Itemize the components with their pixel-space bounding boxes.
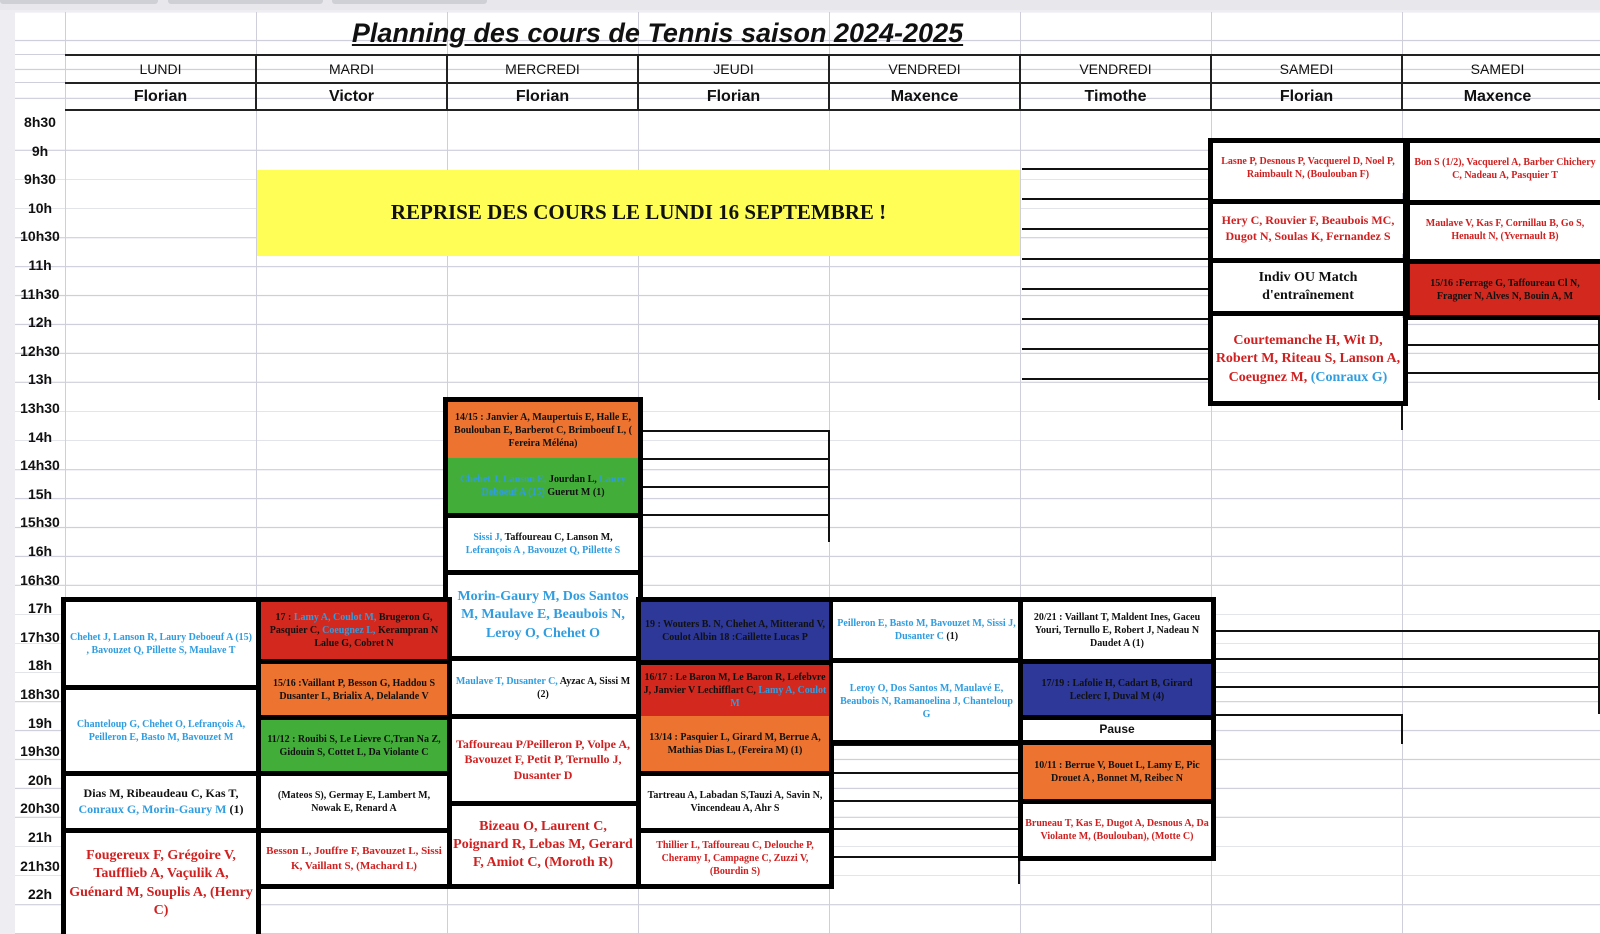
reprise-banner: REPRISE DES COURS LE LUNDI 16 SEPTEMBRE ! bbox=[257, 170, 1020, 256]
empty-slot bbox=[1022, 378, 1211, 400]
time-label: 10h30 bbox=[20, 228, 60, 245]
time-label: 21h30 bbox=[20, 857, 60, 874]
time-label: 12h bbox=[27, 314, 53, 331]
lesson-slot[interactable]: 15/16 :Vaillant P, Besson G, Haddou S Dusanter L, Brialix A, Delalande V bbox=[261, 659, 447, 715]
empty-slot bbox=[1022, 288, 1211, 318]
lesson-slot[interactable]: Fougereux F, Grégoire V, Taufflieb A, Vaçulik A, Guénard M, Souplis A, (Henry C) bbox=[66, 828, 256, 934]
lesson-slot[interactable]: Besson L, Jouffre F, Bavouzet L, Sissi K, Vaillant S, (Machard L) bbox=[261, 828, 447, 884]
day-header: SAMEDI bbox=[1470, 61, 1525, 77]
lesson-slot[interactable]: Sissi J, Taffoureau C, Lanson M, Lefrançois A , Bavouzet Q, Pillette S bbox=[448, 513, 638, 570]
lesson-slot[interactable]: 17/19 : Lafolie H, Cadart B, Girard Leclerc I, Duval M (4) bbox=[1023, 659, 1211, 715]
lesson-slot[interactable]: Leroy O, Dos Santos M, Maulavé E, Beaubois N, Ramanoelina J, Chanteloup G bbox=[833, 658, 1020, 740]
time-label: 17h30 bbox=[20, 628, 60, 645]
lesson-slot[interactable]: Peilleron E, Basto M, Bavouzet M, Sissi J, Dusanter C (1) bbox=[833, 602, 1020, 658]
lesson-slot[interactable]: 15/16 :Ferrage G, Taffoureau Cl N, Fragner N, Alves N, Bouin A, M bbox=[1410, 259, 1600, 315]
day-header: SAMEDI bbox=[1279, 61, 1334, 77]
empty-slot bbox=[832, 800, 1020, 828]
time-label: 18h bbox=[27, 657, 53, 674]
empty-slot bbox=[640, 430, 830, 458]
lesson-slot[interactable]: Tartreau A, Labadan S,Tauzi A, Savin N, Vincendeau A, Ahr S bbox=[641, 771, 829, 828]
tab-stub[interactable] bbox=[168, 0, 323, 4]
day-header: VENDREDI bbox=[1079, 61, 1152, 77]
time-label: 8h30 bbox=[24, 114, 56, 130]
lesson-slot[interactable]: 14/15 : Janvier A, Maupertuis E, Halle E, Boulouban E, Barberot C, Brimboeuf L, ( Fereira Méléna) bbox=[448, 402, 638, 458]
lesson-slot[interactable]: Dias M, Ribeaudeau C, Kas T, Conraux G, Morin-Gaury M (1) bbox=[66, 771, 256, 828]
lesson-slot[interactable]: Chehet J, Lanson E, Jourdan L, Laury Deboeuf A (15) Guerut M (1) bbox=[448, 458, 638, 513]
time-label: 20h bbox=[27, 771, 53, 788]
lesson-slot[interactable]: 19 : Wouters B. N, Chehet A, Mitterand V, Coulot Albin 18 :Caillette Lucas P bbox=[641, 602, 829, 660]
empty-slot bbox=[1213, 404, 1403, 430]
page-title: Planning des cours de Tennis saison 2024-2025 bbox=[351, 18, 964, 48]
time-label: 17h bbox=[27, 600, 53, 617]
time-label: 20h30 bbox=[20, 800, 60, 817]
lesson-slot[interactable]: Morin-Gaury M, Dos Santos M, Maulave E, Beaubois N, Leroy O, Chehet O bbox=[448, 570, 638, 656]
time-label: 9h bbox=[31, 142, 49, 159]
lesson-slot[interactable]: 13/14 : Pasquier L, Girard M, Berrue A, Mathias Dias L, (Fereira M) (1) bbox=[641, 716, 829, 771]
lesson-slot[interactable]: 10/11 : Berrue V, Bouet L, Lamy E, Pic Drouet A , Bonnet M, Reibec N bbox=[1023, 745, 1211, 799]
coach-header: Florian bbox=[706, 88, 761, 105]
time-label: 21h bbox=[27, 829, 53, 845]
time-label: 14h30 bbox=[20, 457, 60, 474]
indiv-slot[interactable]: Indiv OU Match d'entraînement bbox=[1213, 258, 1403, 316]
day-header: MERCREDI bbox=[505, 61, 580, 77]
lesson-slot[interactable]: Bizeau O, Laurent C, Poignard R, Lebas M, Gerard F, Amiot C, (Moroth R) bbox=[448, 801, 638, 884]
empty-slot bbox=[1022, 228, 1211, 258]
empty-slot bbox=[1022, 168, 1211, 198]
time-label: 12h30 bbox=[20, 342, 60, 359]
tab-stub[interactable] bbox=[0, 0, 158, 4]
lesson-slot[interactable]: Bruneau T, Kas E, Dugot A, Desnous A, Da Violante M, (Boulouban), (Motte C) bbox=[1023, 799, 1211, 856]
time-label: 19h30 bbox=[20, 743, 60, 760]
lesson-slot[interactable]: Taffoureau P/Peilleron P, Volpe A, Bavouzet F, Petit P, Ternullo J, Dusanter D bbox=[448, 714, 638, 801]
coach-header: Florian bbox=[515, 88, 570, 105]
coach-header: Maxence bbox=[1463, 88, 1532, 105]
lesson-slot[interactable]: 11/12 : Rouibi S, Le Lievre C,Tran Na Z, Gidouin S, Cottet L, Da Violante C bbox=[261, 715, 447, 771]
empty-slot bbox=[1022, 348, 1211, 378]
time-label: 22h bbox=[27, 886, 53, 903]
day-header: JEUDI bbox=[713, 61, 754, 77]
lesson-slot[interactable]: Chehet J, Lanson R, Laury Deboeuf A (15) , Bavouzet Q, Pillette S, Maulave T bbox=[66, 602, 256, 685]
lesson-slot[interactable]: Bon S (1/2), Vacquerel A, Barber Chichery C, Nadeau A, Pasquier T bbox=[1410, 143, 1600, 195]
coach-header: Florian bbox=[1279, 88, 1334, 105]
pause-slot: Pause bbox=[1023, 715, 1211, 745]
lesson-slot[interactable]: Courtemanche H, Wit D, Robert M, Riteau S, Lanson A, Coeugnez M, (Conraux G) bbox=[1213, 318, 1403, 401]
empty-slot bbox=[640, 514, 830, 542]
lesson-slot[interactable]: 16/17 : Le Baron M, Le Baron R, Lefebvre J, Janvier V Lechifflart C, Lamy A, Coulot M bbox=[641, 660, 829, 716]
empty-slot bbox=[1022, 318, 1211, 348]
coach-header: Victor bbox=[328, 88, 375, 105]
time-label: 10h bbox=[27, 199, 53, 216]
empty-slot bbox=[832, 744, 1020, 772]
lesson-slot[interactable]: Chanteloup G, Chehet O, Lefrançois A, Peilleron E, Basto M, Bavouzet M bbox=[66, 685, 256, 771]
time-label: 16h bbox=[27, 543, 53, 559]
empty-slot bbox=[1022, 198, 1211, 228]
empty-slot bbox=[1022, 258, 1211, 288]
empty-slot bbox=[1213, 714, 1403, 744]
time-label: 13h30 bbox=[20, 400, 60, 416]
time-label: 18h30 bbox=[20, 686, 60, 702]
empty-slot bbox=[1213, 630, 1600, 658]
lesson-slot[interactable]: Maulave T, Dusanter C, Ayzac A, Sissi M (2) bbox=[448, 656, 638, 714]
day-header: MARDI bbox=[328, 61, 375, 77]
time-label: 13h bbox=[27, 371, 53, 388]
time-label: 19h bbox=[27, 714, 53, 731]
lesson-slot[interactable]: (Mateos S), Germay E, Lambert M, Nowak E, Renard A bbox=[261, 771, 447, 828]
empty-slot bbox=[1404, 372, 1600, 400]
coach-header: Maxence bbox=[890, 88, 959, 105]
lesson-slot[interactable]: 17 : Lamy A, Coulot M, Brugeron G, Pasquier C, Coeugnez L, Kerampran N Lalue G, Cobret N bbox=[261, 602, 447, 659]
empty-slot bbox=[1404, 344, 1600, 372]
empty-slot bbox=[832, 772, 1020, 800]
empty-slot bbox=[1213, 658, 1600, 686]
empty-slot bbox=[640, 458, 830, 486]
lesson-slot[interactable]: Hery C, Rouvier F, Beaubois MC, Dugot N, Soulas K, Fernandez S bbox=[1213, 199, 1403, 254]
empty-slot bbox=[832, 828, 1020, 856]
time-label: 9h30 bbox=[24, 171, 56, 188]
tab-stub[interactable] bbox=[332, 0, 487, 4]
day-header: VENDREDI bbox=[888, 61, 961, 77]
lesson-slot[interactable]: Maulave V, Kas F, Cornillau B, Go S, Henault N, (Yvernault B) bbox=[1410, 200, 1600, 254]
empty-slot bbox=[832, 856, 1020, 884]
coach-header: Florian bbox=[133, 88, 188, 105]
lesson-slot[interactable]: 20/21 : Vaillant T, Maldent Ines, Gaceu Youri, Ternullo E, Robert J, Nadeau N Daudet A (1) bbox=[1023, 602, 1211, 659]
time-label: 16h30 bbox=[20, 571, 60, 588]
lesson-slot[interactable]: Lasne P, Desnous P, Vacquerel D, Noel P, Raimbault N, (Boulouban F) bbox=[1213, 143, 1403, 193]
empty-slot bbox=[1404, 316, 1600, 344]
time-label: 15h30 bbox=[20, 514, 60, 531]
time-label: 11h30 bbox=[20, 285, 60, 302]
empty-slot bbox=[640, 486, 830, 514]
lesson-slot[interactable]: Thillier L, Taffoureau C, Delouche P, Cheramy I, Campagne C, Zuzzi V, (Bourdin S) bbox=[641, 828, 829, 884]
empty-slot bbox=[1213, 686, 1600, 714]
time-label: 15h bbox=[27, 485, 53, 502]
time-label: 14h bbox=[27, 428, 53, 445]
time-label: 11h bbox=[28, 257, 52, 273]
day-header: LUNDI bbox=[139, 61, 182, 77]
coach-header: Timothe bbox=[1084, 88, 1147, 105]
